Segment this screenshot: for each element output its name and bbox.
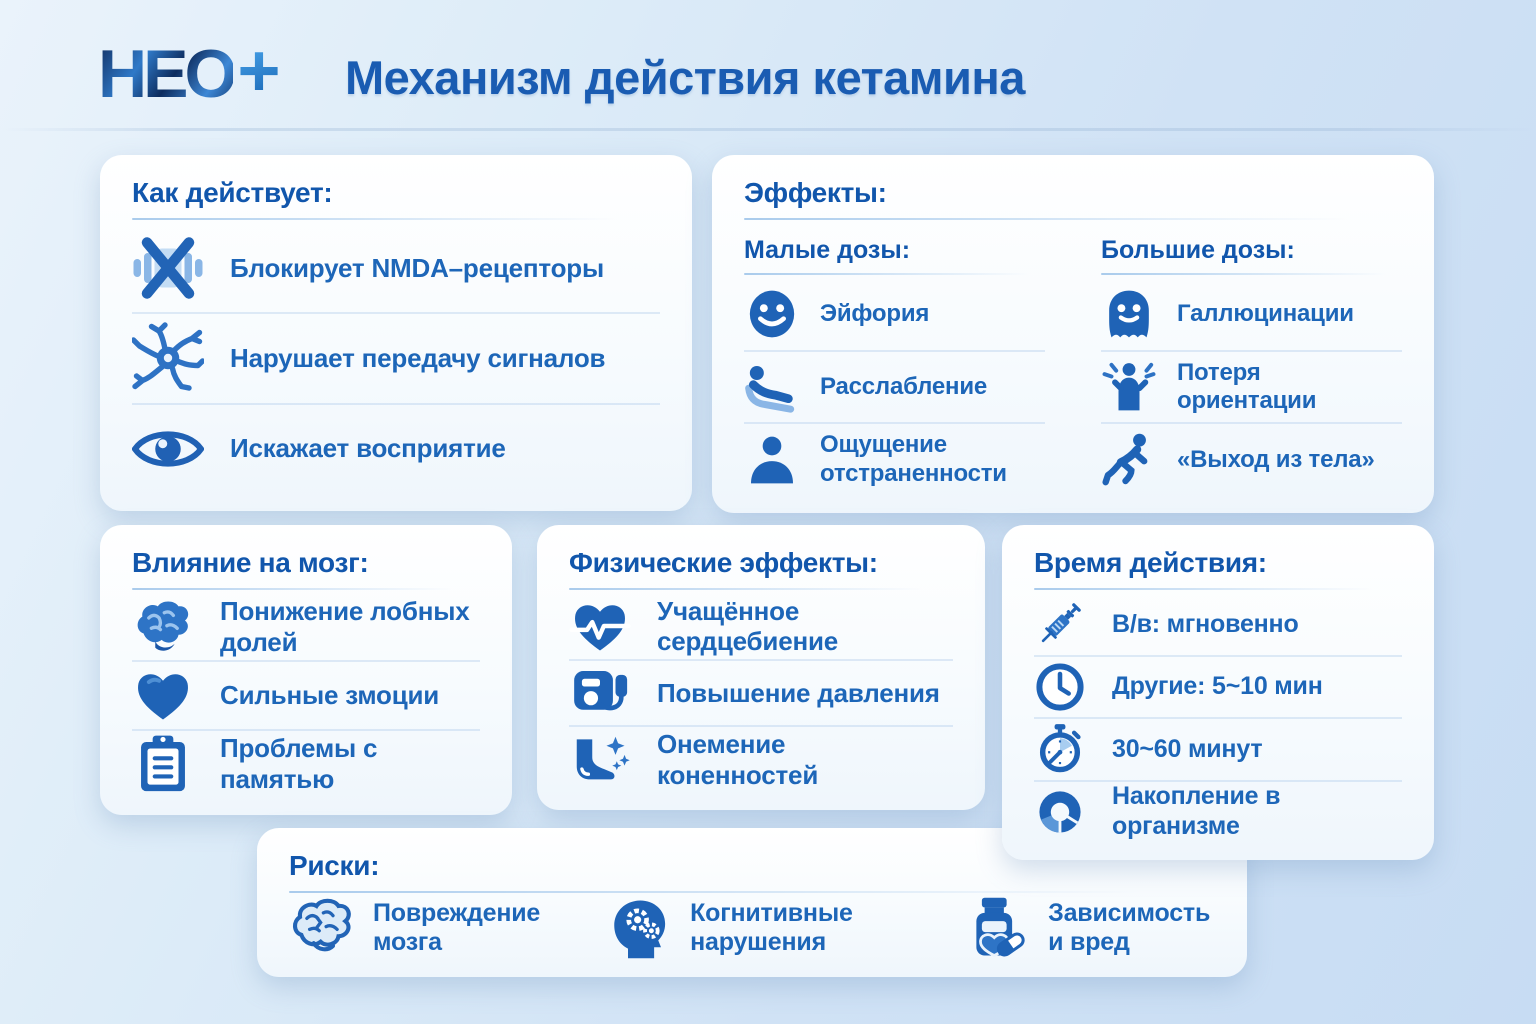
card-physical-effects — [537, 525, 985, 810]
card-physical-title: Физические эффекты: — [569, 547, 878, 578]
item-label: Расслабление — [820, 372, 988, 400]
person-floating-icon — [1101, 432, 1157, 488]
item-label: Искажает восприятие — [230, 433, 506, 464]
item-label: Другие: 5~10 мин — [1112, 672, 1323, 700]
list-item — [1034, 655, 1402, 718]
how-items — [132, 224, 660, 493]
pill-bottle-icon — [964, 895, 1030, 961]
plus-icon: + — [237, 29, 281, 112]
list-item — [569, 594, 953, 659]
item-label: 30~60 минут — [1112, 734, 1263, 763]
list-item — [132, 224, 660, 312]
list-item — [1034, 717, 1402, 780]
card-time-title: Время действия: — [1034, 547, 1267, 578]
list-item — [569, 659, 953, 726]
card-effects-title: Эффекты: — [744, 177, 887, 208]
brain-items — [132, 594, 480, 797]
head-gears-icon — [606, 895, 672, 961]
page-title: Механизм действия кетамина — [345, 51, 1025, 104]
list-item — [132, 312, 660, 402]
item-label: «Выход из тела» — [1177, 445, 1375, 473]
list-item — [744, 350, 1045, 423]
card-brain-impact — [100, 525, 512, 815]
card-how-it-works — [100, 155, 692, 511]
donut-chart-icon — [1034, 786, 1086, 838]
header-divider — [0, 128, 1536, 131]
brain-icon — [132, 596, 194, 658]
list-item — [1101, 279, 1402, 350]
item-label: В/в: мгновенно — [1112, 609, 1299, 638]
column-subtitle: Малые дозы: — [744, 236, 911, 264]
item-label: Понижение лобных долей — [220, 596, 470, 658]
list-item — [289, 895, 540, 961]
syringe-icon — [1034, 598, 1086, 650]
brain-outline-icon — [289, 895, 355, 961]
column-small-doses — [744, 236, 1045, 495]
small-dose-items — [744, 279, 1045, 495]
column-large-doses — [1101, 236, 1402, 495]
list-item — [132, 729, 480, 797]
person-shock-icon — [1101, 359, 1157, 415]
logo-text: НЕО — [98, 36, 234, 112]
physical-items — [569, 594, 953, 792]
time-items — [1034, 594, 1402, 842]
list-item — [1034, 780, 1402, 843]
list-item — [132, 660, 480, 728]
neuron-icon — [132, 322, 204, 394]
risk-items — [289, 895, 1215, 961]
list-item — [1101, 350, 1402, 423]
list-item — [1101, 422, 1402, 495]
clock-icon — [1034, 661, 1086, 713]
card-effects — [712, 155, 1434, 513]
divider — [569, 588, 953, 590]
item-label: Нарушает передачу сигналов — [230, 343, 606, 374]
clipboard-icon — [132, 733, 194, 795]
large-dose-items — [1101, 279, 1402, 495]
item-label: Блокирует NMDA–рецепторы — [230, 252, 604, 283]
card-how-title: Как действует: — [132, 177, 333, 208]
column-subtitle: Большие дозы: — [1101, 236, 1295, 264]
smiley-icon — [744, 286, 800, 342]
foot-numb-icon — [569, 729, 631, 791]
divider — [744, 218, 1402, 220]
list-item — [964, 895, 1215, 961]
divider — [1101, 273, 1402, 275]
eye-icon — [132, 413, 204, 485]
item-label: Учащённое сердцебиение — [657, 595, 839, 657]
list-item — [132, 403, 660, 493]
divider — [132, 218, 660, 220]
item-label: Проблемы с памятью — [220, 733, 378, 794]
effects-columns — [744, 236, 1402, 495]
divider — [1034, 588, 1402, 590]
divider — [744, 273, 1045, 275]
list-item — [606, 895, 898, 961]
ghost-icon — [1101, 286, 1157, 342]
divider — [132, 588, 480, 590]
heart-pulse-icon — [569, 595, 631, 657]
item-label: Повреждение мозга — [373, 898, 541, 956]
receptor-blocked-icon — [132, 232, 204, 304]
person-reclining-icon — [744, 359, 800, 415]
item-label: Потеря ориентации — [1177, 358, 1317, 414]
list-item — [1034, 594, 1402, 655]
divider — [289, 891, 1215, 893]
neo-plus-logo — [98, 29, 281, 112]
item-label: Эйфория — [820, 300, 930, 328]
item-label: Сильные змоции — [220, 680, 440, 711]
card-duration — [1002, 525, 1434, 860]
heart-icon — [132, 664, 194, 726]
stopwatch-icon — [1034, 723, 1086, 775]
card-risks-title: Риски: — [289, 850, 380, 881]
item-label: Когнитивные нарушения — [690, 898, 853, 956]
item-label: Зависимость и вред — [1048, 898, 1211, 956]
list-item — [569, 725, 953, 792]
list-item — [744, 422, 1045, 495]
item-label: Ощущение отстраненности — [820, 431, 1007, 487]
item-label: Онемение коненностей — [657, 729, 819, 790]
list-item — [132, 594, 480, 660]
list-item — [744, 279, 1045, 350]
item-label: Повышение давления — [657, 677, 940, 708]
bp-monitor-icon — [569, 662, 631, 724]
person-icon — [744, 432, 800, 488]
card-brain-title: Влияние на мозг: — [132, 547, 369, 578]
item-label: Галлюцинации — [1177, 300, 1354, 328]
item-label: Накопление в организме — [1112, 782, 1281, 840]
